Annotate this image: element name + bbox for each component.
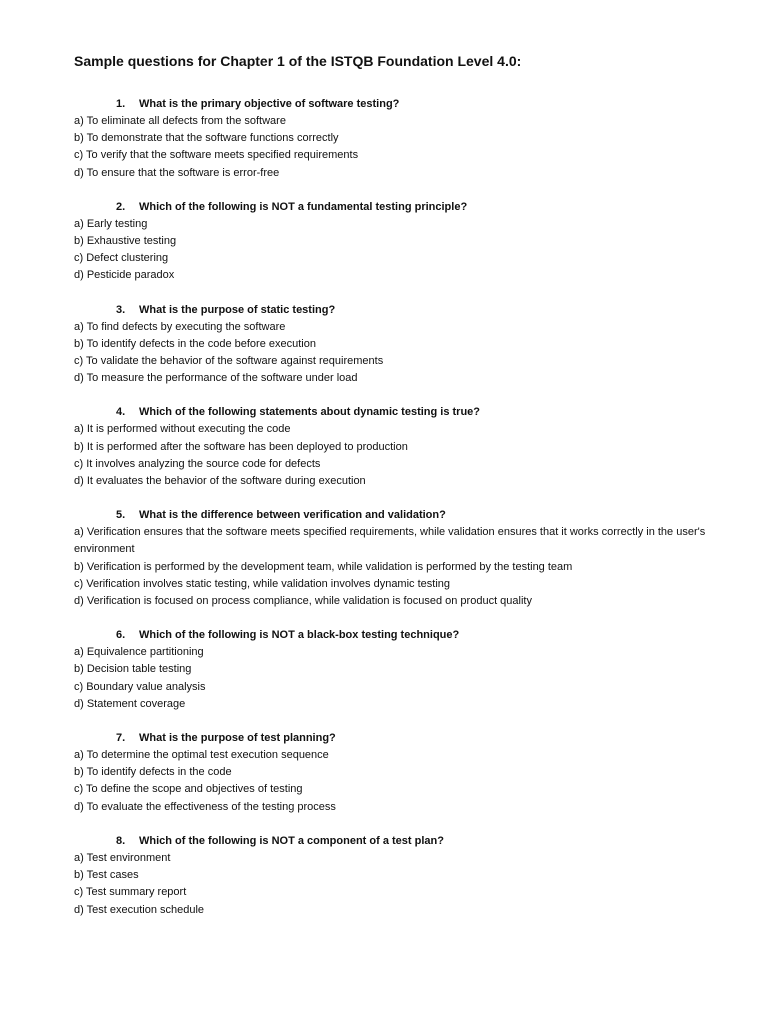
question-block: [74, 627, 714, 713]
question-list: [74, 96, 714, 919]
answer-option: c) Test summary report: [74, 886, 187, 899]
question-heading: [74, 627, 714, 644]
question-number: 7.: [116, 732, 126, 745]
answer-option: d) Verification is focused on process compliance, while validation is focused on product quality: [74, 595, 532, 608]
answer-option: b) To identify defects in the code before execution: [74, 337, 316, 350]
answer-option: c) To validate the behavior of the software against requirements: [74, 355, 384, 368]
question-text: Which of the following is NOT a fundamental testing principle?: [139, 200, 468, 213]
answer-option: d) Test execution schedule: [74, 903, 205, 916]
answer-option: a) To eliminate all defects from the software: [74, 115, 286, 127]
question-text: What is the difference between verification and validation?: [139, 509, 446, 522]
answer-option: d) Pesticide paradox: [74, 269, 175, 282]
answer-options: [74, 850, 714, 919]
answer-option: c) Verification involves static testing, while validation involves dynamic testing: [74, 577, 451, 590]
question-text: Which of the following statements about dynamic testing is true?: [139, 406, 481, 419]
question-block: [74, 199, 714, 285]
answer-options: [74, 319, 714, 388]
question-heading: [74, 96, 714, 113]
answer-option: d) To ensure that the software is error-free: [74, 166, 280, 179]
answer-option: a) To find defects by executing the software: [74, 320, 286, 333]
question-text: Which of the following is NOT a component of a test plan?: [139, 834, 444, 847]
answer-option: a) To determine the optimal test execution sequence: [74, 749, 329, 762]
question-number: 4.: [116, 406, 126, 419]
answer-option: b) Verification is performed by the development team, while validation is performed by the testing team: [74, 560, 573, 573]
answer-option: b) It is performed after the software has been deployed to production: [74, 440, 408, 453]
answer-option: a) It is performed without executing the code: [74, 423, 291, 436]
answer-options: [74, 421, 714, 490]
answer-option: b) Decision table testing: [74, 663, 192, 676]
question-number: 5.: [116, 509, 126, 522]
question-block: [74, 730, 714, 816]
answer-option: c) Boundary value analysis: [74, 680, 206, 693]
answer-option: a) Early testing: [74, 217, 148, 230]
document-title: Sample questions for Chapter 1 of the ISTQB Foundation Level 4.0:: [74, 53, 522, 69]
question-heading: [74, 199, 714, 216]
answer-option: b) To identify defects in the code: [74, 766, 232, 779]
answer-option: c) To define the scope and objectives of testing: [74, 783, 303, 796]
question-block: [74, 833, 714, 919]
question-heading: [74, 507, 714, 524]
answer-option: a) Verification ensures that the software meets specified requirements, while validation ensures that it works correctly in the user's environment: [74, 526, 706, 556]
question-text: Which of the following is NOT a black-box testing technique?: [139, 629, 460, 642]
answer-options: [74, 113, 714, 182]
question-number: 1.: [116, 98, 126, 110]
question-number: 3.: [116, 303, 126, 316]
question-number: 8.: [116, 834, 126, 847]
document-page: [74, 52, 714, 936]
answer-options: [74, 644, 714, 713]
question-text: What is the purpose of static testing?: [139, 303, 336, 316]
question-text: What is the primary objective of software testing?: [139, 98, 400, 110]
question-block: [74, 302, 714, 388]
answer-option: b) Exhaustive testing: [74, 235, 177, 248]
question-heading: [74, 404, 714, 421]
answer-option: d) It evaluates the behavior of the software during execution: [74, 475, 366, 488]
question-heading: [74, 833, 714, 850]
question-text: What is the purpose of test planning?: [139, 732, 336, 745]
answer-option: a) Test environment: [74, 851, 171, 864]
answer-option: c) To verify that the software meets specified requirements: [74, 149, 359, 162]
answer-options: [74, 524, 714, 610]
answer-option: b) To demonstrate that the software functions correctly: [74, 132, 339, 145]
answer-option: d) To evaluate the effectiveness of the testing process: [74, 800, 336, 813]
answer-option: d) Statement coverage: [74, 697, 186, 710]
question-block: [74, 96, 714, 182]
question-heading: [74, 730, 714, 747]
question-number: 2.: [116, 200, 126, 213]
answer-option: a) Equivalence partitioning: [74, 646, 204, 659]
question-block: [74, 507, 714, 610]
question-number: 6.: [116, 629, 126, 642]
answer-option: c) It involves analyzing the source code for defects: [74, 457, 321, 470]
answer-options: [74, 216, 714, 285]
question-block: [74, 404, 714, 490]
answer-option: b) Test cases: [74, 869, 139, 882]
answer-option: d) To measure the performance of the software under load: [74, 372, 358, 385]
question-heading: [74, 302, 714, 319]
answer-option: c) Defect clustering: [74, 252, 169, 265]
answer-options: [74, 747, 714, 816]
